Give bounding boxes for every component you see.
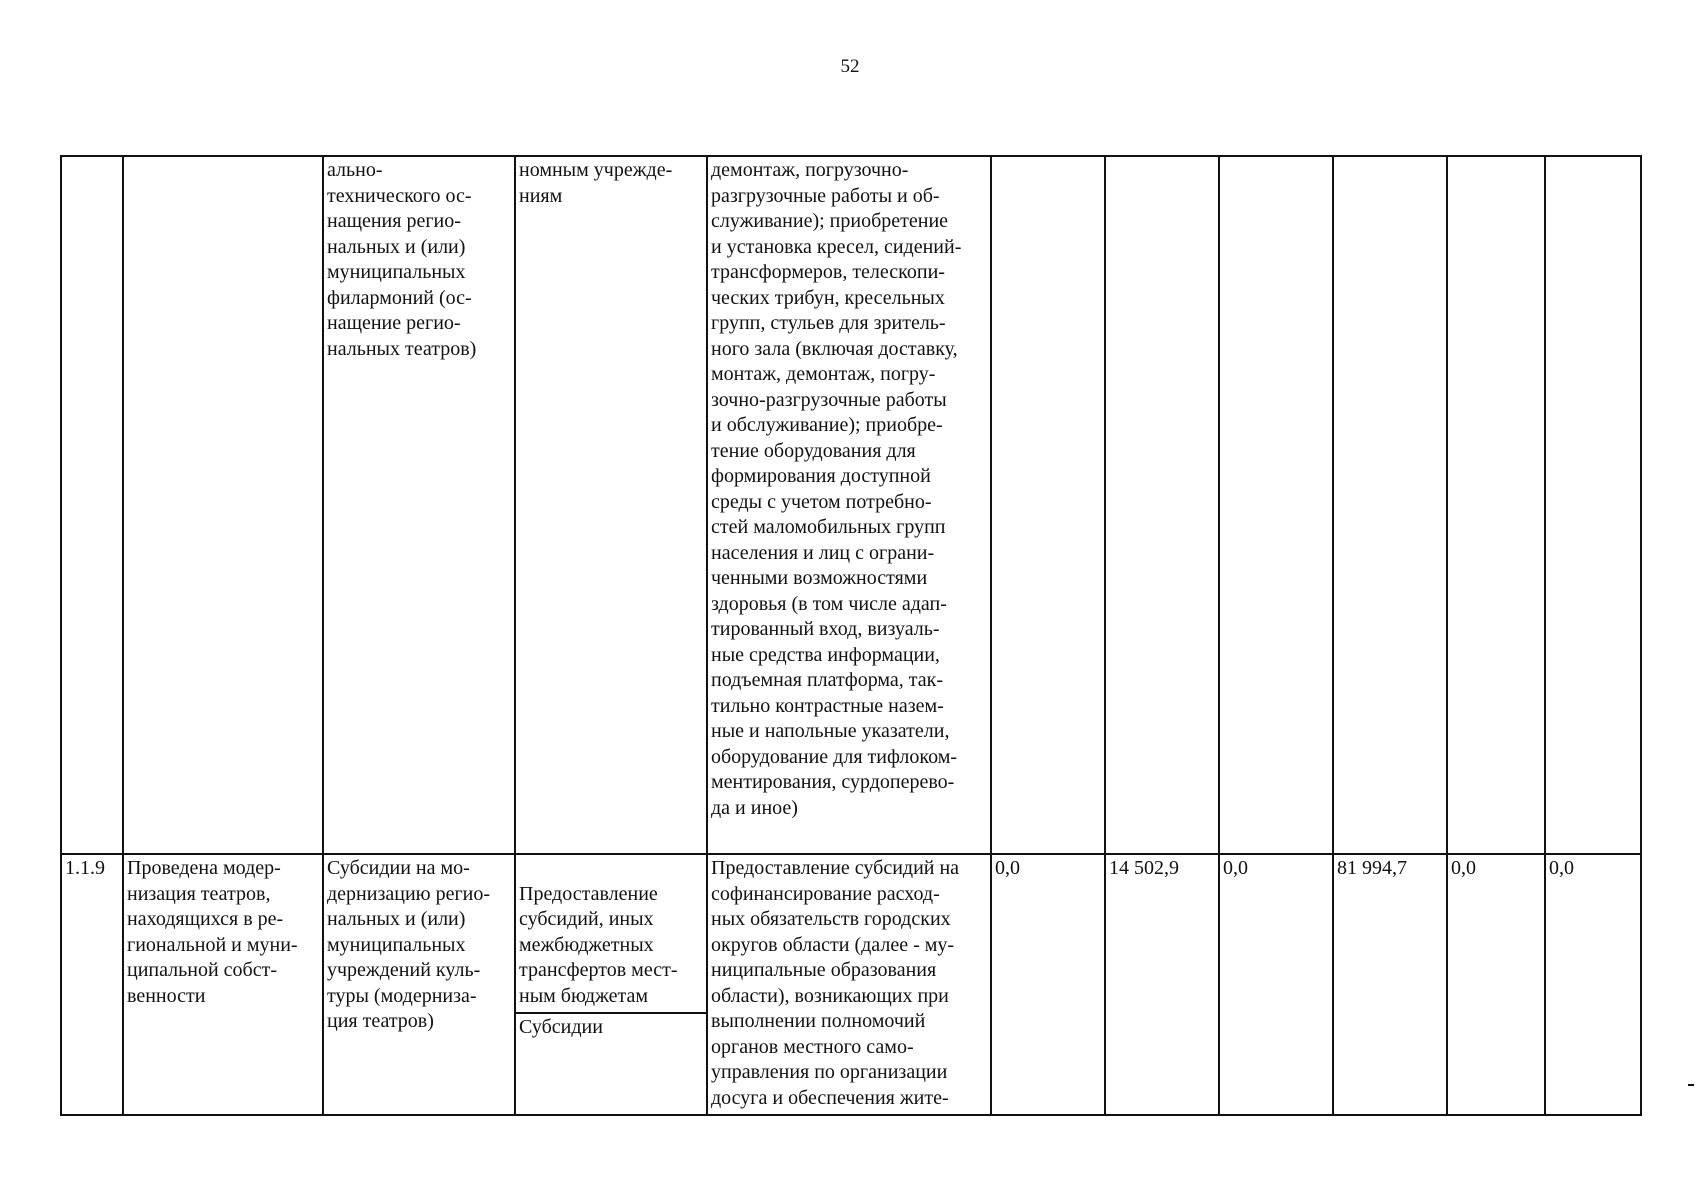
- cell-value-2: [1105, 156, 1219, 854]
- cell-description: Предоставление субсидий на софинансирование расход- ных обязательств городских округов области (далее - му- ниципальные образования области), возникающих при выполнении полномочий органов местного само- управления по организации досуга и обеспечения жите-: [707, 854, 991, 1115]
- cell-value-1: 0,0: [991, 854, 1105, 1115]
- cell-value-2: 14 502,9: [1105, 854, 1219, 1115]
- cell-value-6: 0,0: [1545, 854, 1641, 1115]
- cell-value-5: 0,0: [1447, 854, 1545, 1115]
- cell-value-4: [1333, 156, 1447, 854]
- mechanism-top: Предоставление субсидий, иных межбюджетных трансфертов мест- ным бюджетам: [516, 881, 706, 1015]
- budget-table: [60, 155, 1642, 1116]
- mechanism-split: [516, 881, 706, 1044]
- cell-description: демонтаж, погрузочно- разгрузочные работы и об- служивание); приобретение и установка кресел, сидений- трансформеров, телескопи- ческих трибун, кресельных групп, стульев для зритель- ного зала (включая доставку, монтаж, демонтаж, погру- зочно-разгрузочные работы и обслуживание); приобре- тение оборудования для формирования доступной среды с учетом потребно- стей маломобильных групп населения и лиц с ограни- ченными возможностями здоровья (в том числе адап- тированный вход, визуаль- ные средства информации, подъемная платформа, так- тильно контрастные назем- ные и напольные указатели, оборудование для тифлоком- ментирования, сурдоперево- да и иное): [707, 156, 991, 854]
- margin-mark: [1688, 1084, 1694, 1086]
- cell-value-1: [991, 156, 1105, 854]
- cell-value-4: 81 994,7: [1333, 854, 1447, 1115]
- cell-result: Проведена модер- низация театров, находящихся в ре- гиональной и муни- ципальной собст- венности: [123, 854, 323, 1115]
- page-number: 52: [840, 56, 860, 77]
- cell-value-3: 0,0: [1219, 854, 1333, 1115]
- table-row: [61, 156, 1641, 854]
- cell-value-3: [1219, 156, 1333, 854]
- cell-measure: ально- технического ос- нащения регио- нальных и (или) муниципальных филармоний (ос- нащение регио- нальных театров): [323, 156, 515, 854]
- cell-number: 1.1.9: [61, 854, 123, 1115]
- cell-mechanism: номным учрежде- ниям: [515, 156, 707, 854]
- cell-mechanism: [515, 854, 707, 1115]
- table-row: [61, 854, 1641, 1115]
- cell-value-5: [1447, 156, 1545, 854]
- cell-value-6: [1545, 156, 1641, 854]
- mechanism-bottom: Субсидии: [519, 1016, 603, 1038]
- cell-result: [123, 156, 323, 854]
- cell-number: [61, 156, 123, 854]
- cell-measure: Субсидии на мо- дернизацию регио- нальных и (или) муниципальных учреждений куль- туры (модерниза- ция театров): [323, 854, 515, 1115]
